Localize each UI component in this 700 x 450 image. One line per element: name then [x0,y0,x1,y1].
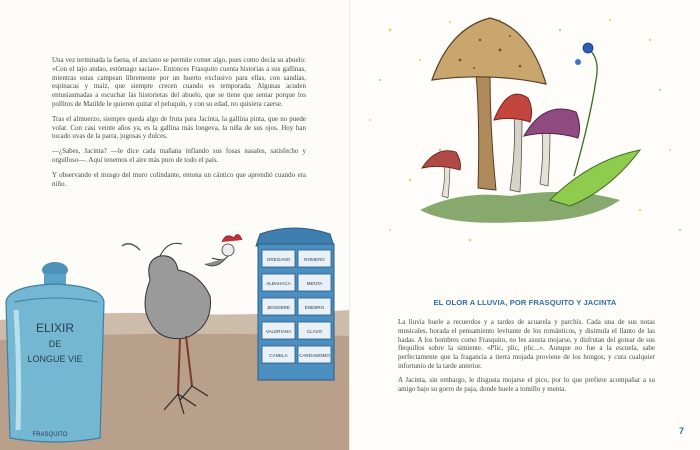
spice-cabinet [256,228,334,380]
chapter-heading: EL OLOR A LLUVIA, POR FRASQUITO Y JACINTA [433,298,617,307]
drawer-label-cardamomo: CARDAMOMO [299,353,330,358]
drawer-label-enebro: ENEBRO [304,305,325,310]
left-paragraph-1: Una vez terminada la faena, el anciano se permite comer algo, pues como decía su abuelo: «Con el tajo andao, estómago saciao». Entonces Frasquito cuenta historias a sus gallinas, mientras estas campean libremente por un huerto exclusivo para ellas, con sandías, espinacas y maíz, que siempre crecen cuando es temporada. Algunas acuden entusiasmadas a escuchar las historietas del abuelo, que se tiene que sentar porque los pollitos de Matilde le quieren quitar el peluquín, y con su edad, no quisiera caerse. [52,56,306,108]
drawer-label-valeriana: VALERIANA [265,329,292,334]
drawer-label-canela: CANELA [269,353,288,358]
left-paragraph-4: Y observando el musgo del muro colindante, entona un cántico que aprendió cuando era niño. [52,170,306,188]
jar-label-elixir: ELIXIR [35,321,75,335]
kitchen-illustration [0,210,350,450]
jar-label-de: DE [48,339,62,349]
drawer-label-romero: ROMERO [304,257,325,262]
elixir-jar [6,262,104,442]
left-paragraph-3: —¿Sabes, Jacinta? —le dice cada mañana inflando sus fosas nasales, satisfecho y orgulloso—. Aquí tenemos el aire más puro de todo el país. [52,147,306,164]
right-page [350,0,700,450]
right-text-block [398,318,655,398]
left-paragraph-2: Tras el almuerzo, siempre queda algo de fruta para Jacinta, la gallina pinta, que no puede volar. Con casi veinte años ya, es la gallina más longeva, la niña de sus ojos. Hoy han tocado uvas de la parra, jugosas y dulces. [52,114,306,141]
drawer-label-clavo: CLAVO [306,329,323,334]
right-paragraph-2: A Jacinta, sin embargo, le disgusta mojarse el pico, por lo que prefiere acompañar a su amigo bajo su gorro de paja, donde huele a tomillo y menta. [398,375,655,393]
jar-label-longue-vie: LONGUE VIE [27,354,83,364]
blue-flower-icon [583,43,593,53]
drawer-label-jengibre: JENGIBRE [267,305,290,310]
drawer-label-albahaca: ALBAHACA [266,281,291,286]
page-number: 7 [678,426,684,436]
drawer-label-menta: MENTA [306,281,323,286]
mushroom-illustration [350,0,700,270]
mushroom-small [422,151,461,198]
jar-base-label: FRASQUITO [32,432,68,438]
drawer-label-oregano: OREGANO [266,257,291,262]
mushroom-red [494,94,580,192]
left-text-block [52,56,306,194]
right-paragraph-1: La lluvia huele a recuerdos y a tardes de acuarela y parchís. Cada una de sus notas musicales, horada el pensamiento levitante de los románticos, y disimula el llanto de las hadas. A los hombres como Frasquito, no les asusta mojarse, y disfrutan del gotear de sus flequillos sobre la simiente. «Plic, plic, plic...». Aunque no fue a la escuela, sabe perfectamente que la fragancia a tierra mojada proviene de los hongos, y cura cualquier infortunio de la tarde anterior. [398,318,655,370]
